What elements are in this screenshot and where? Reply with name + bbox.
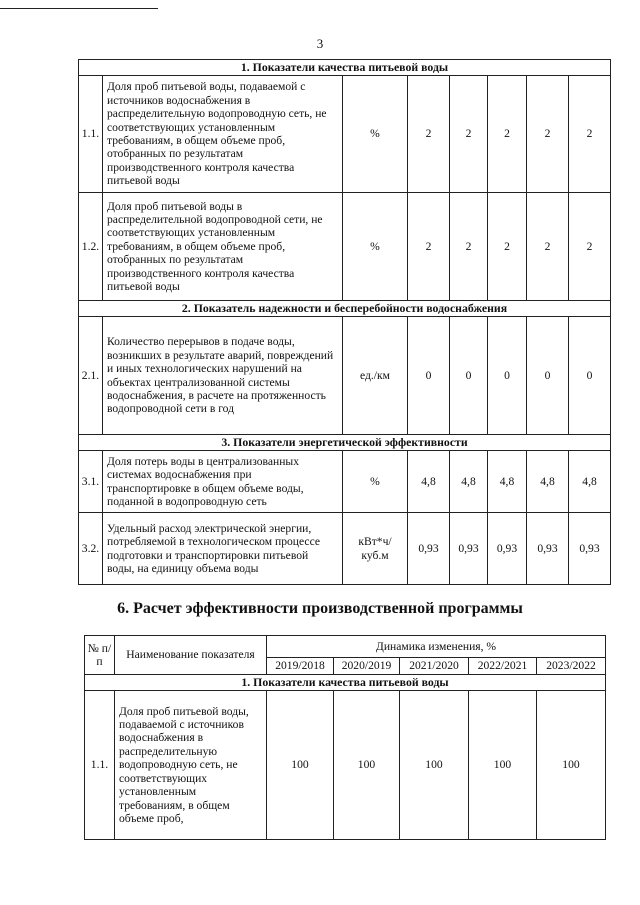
value-cell: 0,93 [527, 513, 569, 585]
table-row [79, 76, 611, 193]
col-name-header: Наименование показателя [115, 636, 267, 675]
section-header-row [79, 301, 611, 317]
value-cell: 0,93 [450, 513, 488, 585]
efficiency-table [84, 635, 606, 840]
value-cell: 0 [527, 317, 569, 435]
unit-cell: % [343, 193, 408, 301]
row-number: 3.2. [79, 513, 103, 585]
section-title: 2. Показатель надежности и бесперебойности водоснабжения [79, 301, 611, 317]
value-cell: 100 [267, 691, 334, 840]
year-header: 2022/2021 [469, 658, 537, 675]
section-heading: 6. Расчет эффективности производственной программы [117, 600, 523, 617]
value-cell: 0 [408, 317, 450, 435]
section-title: 1. Показатели качества питьевой воды [85, 675, 606, 691]
indicator-description: Удельный расход электрической энергии, потребляемой в технологическом процессе подготовки и транспортировки питьевой воды, на единицу объема воды [103, 513, 343, 585]
value-cell: 2 [408, 76, 450, 193]
section-header-row [79, 435, 611, 451]
year-header: 2021/2020 [400, 658, 469, 675]
value-cell: 4,8 [450, 451, 488, 513]
value-cell: 2 [488, 76, 527, 193]
unit-cell: % [343, 76, 408, 193]
row-number: 1.2. [79, 193, 103, 301]
year-header: 2019/2018 [267, 658, 334, 675]
indicator-description: Доля проб питьевой воды в распределительной водопроводной сети, не соответствующих установленным требованиям, в общем объеме проб, отобранных по результатам производственного контроля качества питьевой воды [103, 193, 343, 301]
unit-cell: кВт*ч/куб.м [343, 513, 408, 585]
value-cell: 4,8 [569, 451, 611, 513]
section-header-row [79, 60, 611, 76]
value-cell: 0,93 [408, 513, 450, 585]
value-cell: 100 [469, 691, 537, 840]
value-cell: 0,93 [569, 513, 611, 585]
section-header-row [85, 675, 606, 691]
value-cell: 0 [488, 317, 527, 435]
year-header: 2020/2019 [334, 658, 400, 675]
table-row [79, 317, 611, 435]
page-number: 3 [316, 36, 324, 51]
value-cell: 0,93 [488, 513, 527, 585]
value-cell: 100 [537, 691, 606, 840]
indicator-description: Количество перерывов в подаче воды, возникших в результате аварий, повреждений и иных технологических нарушений на объектах централизованной системы водоснабжения, в расчете на протяженность водопроводной сети в год [103, 317, 343, 435]
section-title: 1. Показатели качества питьевой воды [79, 60, 611, 76]
value-cell: 2 [569, 193, 611, 301]
value-cell: 0 [450, 317, 488, 435]
top-left-rule [0, 8, 158, 9]
row-number: 2.1. [79, 317, 103, 435]
table-row [79, 193, 611, 301]
value-cell: 2 [527, 193, 569, 301]
value-cell: 4,8 [488, 451, 527, 513]
value-cell: 2 [450, 76, 488, 193]
row-number: 1.1. [85, 691, 115, 840]
dynamics-header: Динамика изменения, % [267, 636, 606, 658]
section-title: 3. Показатели энергетической эффективности [79, 435, 611, 451]
table-row [85, 691, 606, 840]
table-row [79, 513, 611, 585]
value-cell: 100 [334, 691, 400, 840]
value-cell: 2 [527, 76, 569, 193]
indicators-table [78, 59, 611, 585]
value-cell: 0 [569, 317, 611, 435]
year-header: 2023/2022 [537, 658, 606, 675]
value-cell: 4,8 [527, 451, 569, 513]
indicator-description: Доля проб питьевой воды, подаваемой с источников водоснабжения в распределительную водопроводную сеть, не соответствующих установленным требованиям, в общем объеме проб, [115, 691, 267, 840]
col-num-header: № п/п [85, 636, 115, 675]
unit-cell: % [343, 451, 408, 513]
indicator-description: Доля потерь воды в централизованных системах водоснабжения при транспортировке в общем объеме воды, поданной в водопроводную сеть [103, 451, 343, 513]
unit-cell: ед./км [343, 317, 408, 435]
value-cell: 2 [488, 193, 527, 301]
table-row [79, 451, 611, 513]
value-cell: 100 [400, 691, 469, 840]
value-cell: 2 [569, 76, 611, 193]
row-number: 1.1. [79, 76, 103, 193]
header-row [85, 636, 606, 658]
value-cell: 2 [450, 193, 488, 301]
row-number: 3.1. [79, 451, 103, 513]
value-cell: 4,8 [408, 451, 450, 513]
indicator-description: Доля проб питьевой воды, подаваемой с источников водоснабжения в распределительную водопроводную сеть, не соответствующих установленным требованиям, в общем объеме проб, отобранных по результатам производственного контроля качества питьевой воды [103, 76, 343, 193]
value-cell: 2 [408, 193, 450, 301]
